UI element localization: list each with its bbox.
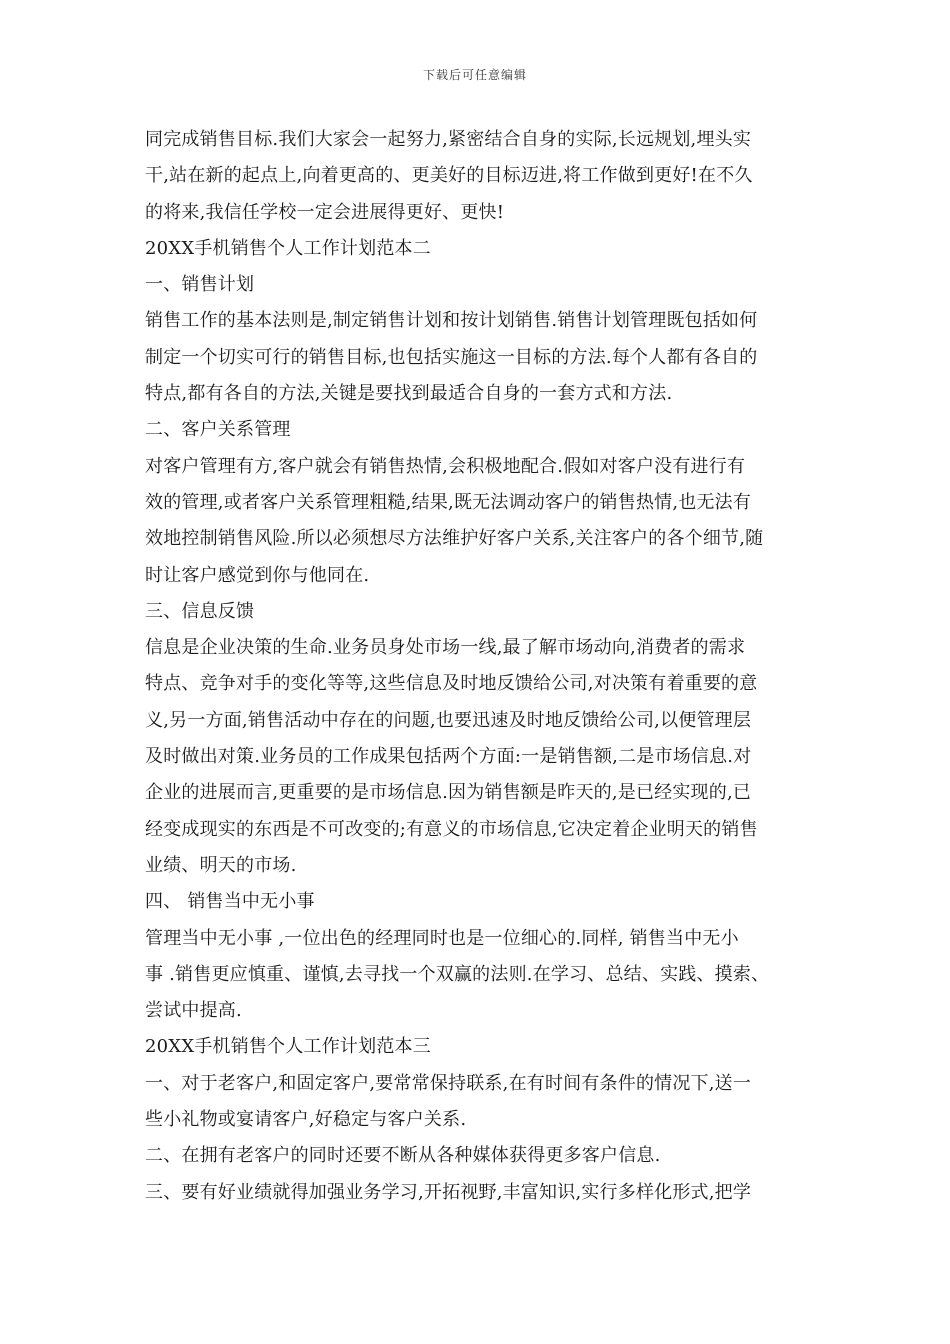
text-line: 效的管理,或者客户关系管理粗糙,结果,既无法调动客户的销售热情,也无法有: [145, 491, 752, 513]
text-line: 特点,都有各自的方法,关键是要找到最适合自身的一套方式和方法.: [145, 383, 673, 405]
text-line: 尝试中提高.: [145, 1000, 242, 1022]
heading-no-small-matters: 四、 销售当中无小事: [145, 891, 315, 913]
text-line: 义,另一方面,销售活动中存在的问题,也要迅速及时地反馈给公司,以便管理层: [145, 709, 752, 731]
text-line: 管理当中无小事 ,一位出色的经理同时也是一位细心的.同样, 销售当中无小: [145, 927, 739, 949]
text-line: 企业的进展而言,更重要的是市场信息.因为销售额是昨天的,是已经实现的,已: [145, 782, 752, 804]
text-line: 同完成销售目标.我们大家会一起努力,紧密结合自身的实际,长远规划,埋头实: [145, 129, 752, 150]
text-line: 三、要有好业绩就得加强业务学习,开拓视野,丰富知识,实行多样化形式,把学: [145, 1181, 752, 1203]
page-header-note: 下载后可任意编辑: [422, 68, 527, 82]
section-title: 20XX手机销售个人工作计划范本三: [145, 1036, 431, 1058]
text-line: 一、对于老客户,和固定客户,要常常保持联系,在有时间有条件的情况下,送一: [145, 1072, 752, 1094]
text-line: 些小礼物或宴请客户,好稳定与客户关系.: [145, 1109, 467, 1131]
text-line: 干,站在新的起点上,向着更高的、更美好的目标迈进,将工作做到更好!在不久: [145, 165, 753, 187]
document-body: [145, 122, 815, 1211]
section-title: 20XX手机销售个人工作计划范本二: [145, 237, 431, 259]
text-line: 及时做出对策.业务员的工作成果包括两个方面:一是销售额,二是市场信息.对: [145, 746, 752, 768]
text-line: 事 .销售更应慎重、谨慎,去寻找一个双赢的法则.在学习、总结、实践、摸索、: [145, 963, 770, 985]
heading-info-feedback: 三、信息反馈: [145, 600, 255, 622]
heading-sales-plan: 一、销售计划: [145, 274, 255, 296]
text-line: 二、在拥有老客户的同时还要不断从各种媒体获得更多客户信息.: [145, 1145, 661, 1167]
text-line: 销售工作的基本法则是,制定销售计划和按计划销售.销售计划管理既包括如何: [145, 310, 758, 332]
text-line: 特点、竞争对手的变化等等,这些信息及时地反馈给公司,对决策有着重要的意: [145, 673, 758, 695]
text-line: 经变成现实的东西是不可改变的;有意义的市场信息,它决定着企业明天的销售: [145, 818, 758, 840]
text-line: 制定一个切实可行的销售目标,也包括实施这一目标的方法.每个人都有各自的: [145, 346, 758, 368]
text-line: 时让客户感觉到你与他同在.: [145, 564, 370, 586]
heading-customer-relations: 二、客户关系管理: [145, 419, 291, 441]
text-line: 业绩、明天的市场.: [145, 854, 297, 876]
text-line: 效地控制销售风险.所以必须想尽方法维护好客户关系,关注客户的各个细节,随: [145, 528, 764, 550]
text-line: 信息是企业决策的生命.业务员身处市场一线,最了解市场动向,消费者的需求: [145, 637, 746, 659]
text-line: 的将来,我信任学校一定会进展得更好、更快!: [145, 201, 505, 223]
text-line: 对客户管理有方,客户就会有销售热情,会积极地配合.假如对客户没有进行有: [145, 455, 746, 477]
